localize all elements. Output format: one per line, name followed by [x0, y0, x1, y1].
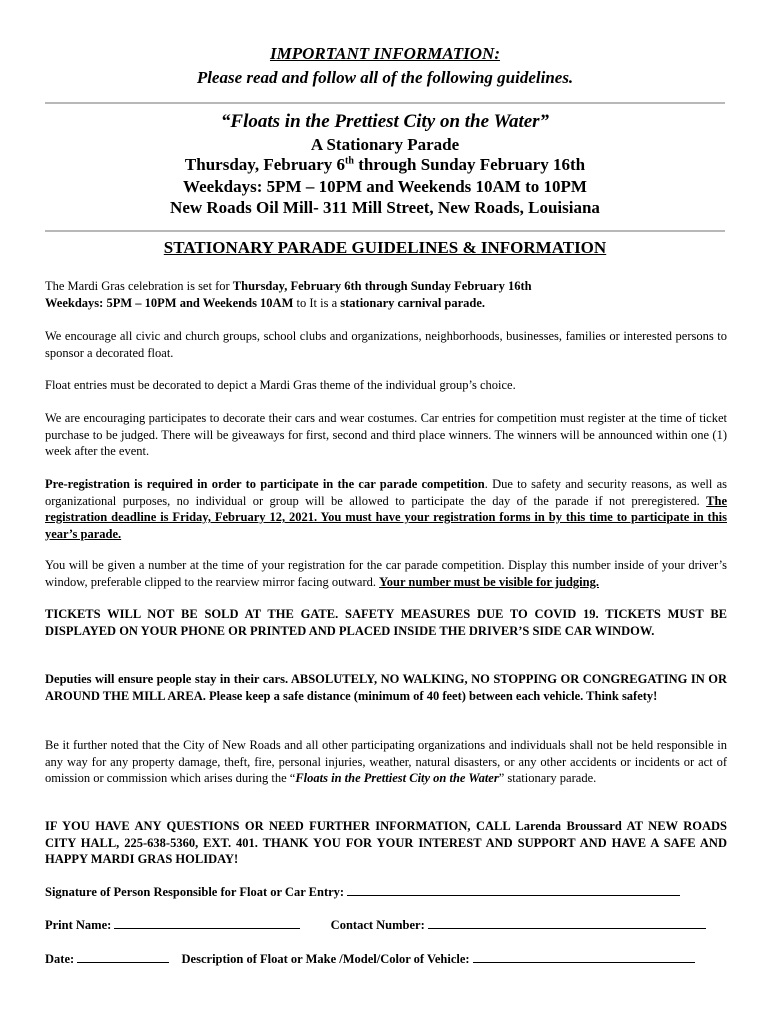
- description-label: Description of Float or Make /Model/Color of Vehicle:: [181, 952, 470, 966]
- signature-label: Signature of Person Responsible for Float or Car Entry:: [45, 885, 345, 899]
- date-label: Date:: [45, 952, 75, 966]
- event-dates: [0, 155, 770, 175]
- p1-text-2: to It is a: [293, 295, 341, 310]
- important-subtitle: Please read and follow all of the following guidelines.: [196, 68, 574, 87]
- description-field[interactable]: [473, 951, 695, 963]
- paragraph-celebration: [45, 278, 727, 311]
- contact-number-field[interactable]: [428, 917, 706, 929]
- paragraph-tickets: TICKETS WILL NOT BE SOLD AT THE GATE. SAFETY MEASURES DUE TO COVID 19. TICKETS MUST BE DISPLAYED ON YOUR PHONE OR PRINTED AND PLACED INSIDE THE DRIVER’S SIDE CAR WINDOW.: [45, 607, 727, 638]
- p9-text: Be it further noted that the City of New Roads and all other participating organizations and individuals shall not be held responsible in any way for any property damage, theft, fire, personal injuries, weather, natural disasters, or any other accidents or incidents or act of omission or commission which arises during the “: [45, 738, 727, 785]
- guidelines-title: STATIONARY PARADE GUIDELINES & INFORMATION: [163, 238, 607, 257]
- p1-hours: Weekdays: 5PM – 10PM and Weekends 10AM: [45, 295, 294, 310]
- print-name-field[interactable]: [114, 917, 300, 929]
- p9-text-end: ” stationary parade.: [498, 771, 597, 785]
- name-contact-row: [45, 917, 727, 933]
- paragraph-preregistration: [45, 476, 727, 542]
- divider-middle: [45, 230, 725, 232]
- paragraph-number: [45, 557, 727, 590]
- signature-field[interactable]: [347, 884, 680, 896]
- paragraph-liability: [45, 737, 727, 787]
- event-hours: Weekdays: 5PM – 10PM and Weekends 10AM to 10PM: [183, 177, 587, 196]
- p1-dates: Thursday, February 6th through Sunday February 16th: [232, 279, 532, 293]
- important-title: IMPORTANT INFORMATION:: [269, 44, 500, 63]
- date-field[interactable]: [77, 951, 169, 963]
- event-dates-sup: th: [345, 155, 354, 167]
- event-location: New Roads Oil Mill- 311 Mill Street, New Roads, Louisiana: [170, 198, 600, 217]
- p5-required: Pre-registration is required in order to participate in the car parade competition: [45, 477, 485, 491]
- contact-number-label: Contact Number:: [330, 918, 425, 932]
- paragraph-contact: IF YOU HAVE ANY QUESTIONS OR NEED FURTHER INFORMATION, CALL Larenda Broussard AT NEW ROADS CITY HALL, 225-638-5360, EXT. 401. THANK YOU FOR YOUR INTEREST AND SUPPORT AND HAVE A SAFE AND HAPPY MARDI GRAS HOLIDAY!: [45, 819, 727, 866]
- signature-row: [45, 884, 727, 900]
- event-title: “Floats in the Prettiest City on the Water”: [220, 111, 550, 132]
- p9-event-name: Floats in the Prettiest City on the Water: [295, 771, 499, 785]
- p5-deadline: The registration deadline is Friday, February 12, 2021. You must have your registration forms in by this time to participate in this year’s parade.: [45, 493, 727, 541]
- event-dates-end: through Sunday February 16th: [353, 155, 586, 174]
- paragraph-encourage: We encourage all civic and church groups, school clubs and organizations, neighborhoods, businesses, families or interested persons to sponsor a decorated float.: [45, 329, 727, 360]
- p5-text: . Due to safety and security reasons, as well as organizational purposes, no individual or group will be allowed to participate the day of the parade if not preregistered.: [45, 477, 727, 508]
- paragraph-float-entries: Float entries must be decorated to depict a Mardi Gras theme of the individual group’s choice.: [45, 378, 516, 392]
- p1-parade-type: stationary carnival parade.: [340, 295, 486, 310]
- p1-text: The Mardi Gras celebration is set for: [45, 279, 233, 293]
- print-name-label: Print Name:: [45, 918, 112, 932]
- divider-top: [45, 102, 725, 104]
- p6-text: You will be given a number at the time of your registration for the car parade competition. Display this number inside of your driver’s window, preferable clipped to the rearview mirror facing outward.: [45, 558, 727, 589]
- paragraph-deputies: Deputies will ensure people stay in their cars. ABSOLUTELY, NO WALKING, NO STOPPING OR CONGREGATING IN OR AROUND THE MILL AREA. Please keep a safe distance (minimum of 40 feet) between each vehicle. Think safety!: [45, 672, 727, 703]
- event-dates-start: Thursday, February 6: [184, 155, 346, 174]
- event-type: A Stationary Parade: [310, 135, 460, 154]
- p6-visible: Your number must be visible for judging.: [379, 574, 599, 589]
- date-description-row: [45, 951, 727, 967]
- paragraph-costumes: We are encouraging participates to decorate their cars and wear costumes. Car entries for competition must register at the time of ticket purchase to be judged. There will be giveaways for first, second and third place winners. The winners will be announced within one (1) week after the event.: [45, 411, 727, 458]
